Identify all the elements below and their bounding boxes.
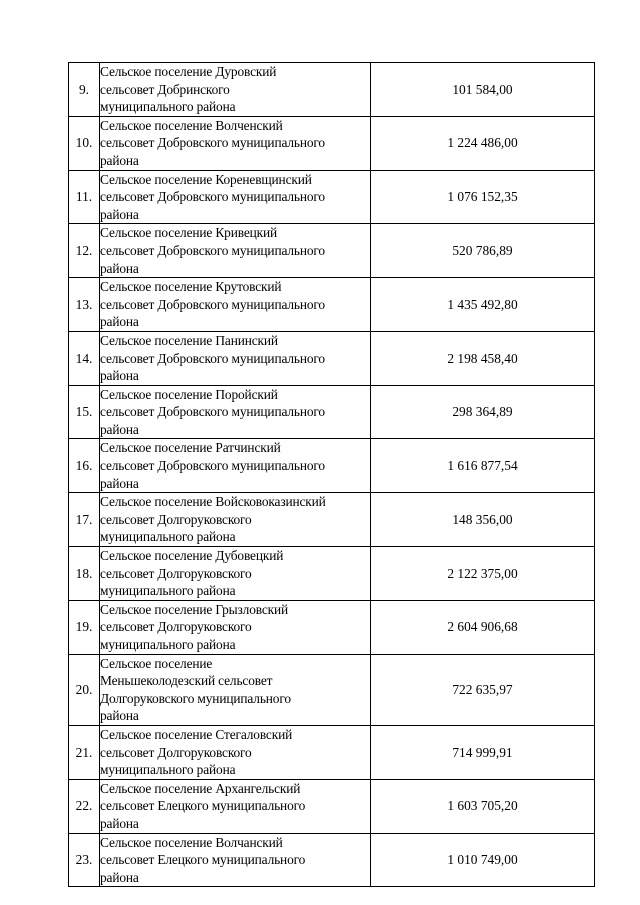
row-number: 15. bbox=[69, 385, 100, 439]
row-number: 16. bbox=[69, 439, 100, 493]
table-row bbox=[69, 547, 595, 601]
row-number: 20. bbox=[69, 654, 100, 725]
settlement-name: Сельское поселение Грызловский сельсовет Долгоруковского муниципального района bbox=[100, 600, 371, 654]
settlement-name: Сельское поселение Дуровский сельсовет Добринского муниципального района bbox=[100, 63, 371, 117]
row-number: 9. bbox=[69, 63, 100, 117]
row-number: 23. bbox=[69, 833, 100, 887]
amount-value: 520 786,89 bbox=[371, 224, 595, 278]
amount-value: 1 435 492,80 bbox=[371, 278, 595, 332]
row-number: 10. bbox=[69, 116, 100, 170]
table-row bbox=[69, 224, 595, 278]
amount-value: 1 224 486,00 bbox=[371, 116, 595, 170]
amount-value: 298 364,89 bbox=[371, 385, 595, 439]
settlement-name: Сельское поселение Архангельский сельсовет Елецкого муниципального района bbox=[100, 779, 371, 833]
row-number: 11. bbox=[69, 170, 100, 224]
row-number: 14. bbox=[69, 331, 100, 385]
allocation-table bbox=[68, 62, 595, 887]
table-row bbox=[69, 385, 595, 439]
allocation-table-body bbox=[69, 63, 595, 887]
table-row bbox=[69, 116, 595, 170]
settlement-name: Сельское поселение Войсковоказинский сельсовет Долгоруковского муниципального района bbox=[100, 493, 371, 547]
row-number: 22. bbox=[69, 779, 100, 833]
row-number: 13. bbox=[69, 278, 100, 332]
amount-value: 2 122 375,00 bbox=[371, 547, 595, 601]
table-row bbox=[69, 833, 595, 887]
settlement-name: Сельское поселение Дубовецкий сельсовет Долгоруковского муниципального района bbox=[100, 547, 371, 601]
amount-value: 2 604 906,68 bbox=[371, 600, 595, 654]
row-number: 12. bbox=[69, 224, 100, 278]
amount-value: 714 999,91 bbox=[371, 725, 595, 779]
settlement-name: Сельское поселение Ратчинский сельсовет Добровского муниципального района bbox=[100, 439, 371, 493]
amount-value: 1 010 749,00 bbox=[371, 833, 595, 887]
row-number: 19. bbox=[69, 600, 100, 654]
table-row bbox=[69, 63, 595, 117]
table-row bbox=[69, 600, 595, 654]
settlement-name: Сельское поселение Кривецкий сельсовет Добровского муниципального района bbox=[100, 224, 371, 278]
table-row bbox=[69, 725, 595, 779]
amount-value: 101 584,00 bbox=[371, 63, 595, 117]
amount-value: 1 076 152,35 bbox=[371, 170, 595, 224]
amount-value: 1 616 877,54 bbox=[371, 439, 595, 493]
table-row bbox=[69, 779, 595, 833]
table-row bbox=[69, 331, 595, 385]
row-number: 18. bbox=[69, 547, 100, 601]
settlement-name: Сельское поселение Волчанский сельсовет Елецкого муниципального района bbox=[100, 833, 371, 887]
settlement-name: Сельское поселение Крутовский сельсовет Добровского муниципального района bbox=[100, 278, 371, 332]
table-row bbox=[69, 278, 595, 332]
amount-value: 1 603 705,20 bbox=[371, 779, 595, 833]
settlement-name: Сельское поселение Стегаловский сельсовет Долгоруковского муниципального района bbox=[100, 725, 371, 779]
amount-value: 2 198 458,40 bbox=[371, 331, 595, 385]
amount-value: 722 635,97 bbox=[371, 654, 595, 725]
settlement-name: Сельское поселение Поройский сельсовет Добровского муниципального района bbox=[100, 385, 371, 439]
settlement-name: Сельское поселение Волченский сельсовет Добровского муниципального района bbox=[100, 116, 371, 170]
row-number: 21. bbox=[69, 725, 100, 779]
settlement-name: Сельское поселение Панинский сельсовет Добровского муниципального района bbox=[100, 331, 371, 385]
amount-value: 148 356,00 bbox=[371, 493, 595, 547]
table-row bbox=[69, 170, 595, 224]
settlement-name: Сельское поселение Меньшеколодезский сельсовет Долгоруковского муниципального района bbox=[100, 654, 371, 725]
settlement-name: Сельское поселение Кореневщинский сельсовет Добровского муниципального района bbox=[100, 170, 371, 224]
table-row bbox=[69, 654, 595, 725]
row-number: 17. bbox=[69, 493, 100, 547]
table-row bbox=[69, 493, 595, 547]
table-row bbox=[69, 439, 595, 493]
